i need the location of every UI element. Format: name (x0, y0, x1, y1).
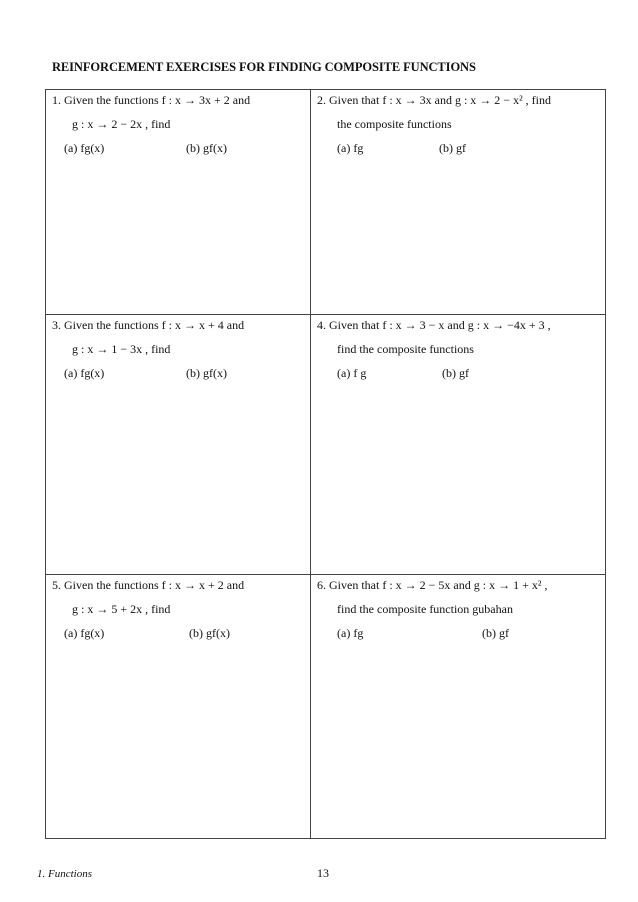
exercise-6 (311, 575, 605, 838)
exercise-4-part-b: (b) gf (442, 366, 469, 380)
exercise-5-part-a: (a) fg(x) (64, 626, 105, 640)
footer-page-number: 13 (317, 866, 329, 880)
exercise-2 (311, 90, 605, 315)
exercise-3-part-b: (b) gf(x) (186, 366, 227, 380)
exercise-2-part-b: (b) gf (439, 141, 466, 155)
exercise-4 (311, 315, 605, 575)
exercise-2-statement: 2. Given that f : x → 3x and g : x → 2 − x² , find (317, 93, 552, 107)
exercise-3-parts (52, 367, 304, 381)
exercise-4-part-a: (a) f g (337, 366, 367, 380)
exercise-grid (45, 89, 606, 839)
exercise-4-statement-cont: find the composite functions (337, 342, 474, 356)
exercise-6-parts (317, 627, 599, 641)
exercise-6-part-a: (a) fg (337, 626, 364, 640)
exercise-5 (46, 575, 311, 838)
exercise-4-parts (317, 367, 599, 381)
exercise-5-part-b: (b) gf(x) (189, 626, 230, 640)
exercise-5-statement-cont: g : x → 5 + 2x , find (72, 602, 171, 616)
exercise-1-parts (52, 142, 304, 156)
exercise-1-statement: 1. Given the functions f : x → 3x + 2 and (52, 93, 251, 107)
worksheet-title: REINFORCEMENT EXERCISES FOR FINDING COMPOSITE FUNCTIONS (52, 60, 476, 74)
exercise-6-statement-cont: find the composite function gubahan (337, 602, 513, 616)
exercise-3 (46, 315, 311, 575)
exercise-2-part-a: (a) fg (337, 141, 364, 155)
exercise-2-statement-cont: the composite functions (337, 117, 452, 131)
exercise-6-part-b: (b) gf (482, 626, 509, 640)
footer-chapter: 1. Functions (37, 868, 92, 880)
exercise-5-parts (52, 627, 304, 641)
exercise-3-statement-cont: g : x → 1 − 3x , find (72, 342, 171, 356)
exercise-6-statement: 6. Given that f : x → 2 − 5x and g : x → 1 + x² , (317, 578, 548, 592)
exercise-5-statement: 5. Given the functions f : x → x + 2 and (52, 578, 245, 592)
exercise-1 (46, 90, 311, 315)
exercise-3-statement: 3. Given the functions f : x → x + 4 and (52, 318, 245, 332)
exercise-4-statement: 4. Given that f : x → 3 − x and g : x → −4x + 3 , (317, 318, 551, 332)
exercise-2-parts (317, 142, 599, 156)
exercise-1-part-a: (a) fg(x) (64, 141, 105, 155)
exercise-1-part-b: (b) gf(x) (186, 141, 227, 155)
exercise-3-part-a: (a) fg(x) (64, 366, 105, 380)
exercise-1-statement-cont: g : x → 2 − 2x , find (72, 117, 171, 131)
